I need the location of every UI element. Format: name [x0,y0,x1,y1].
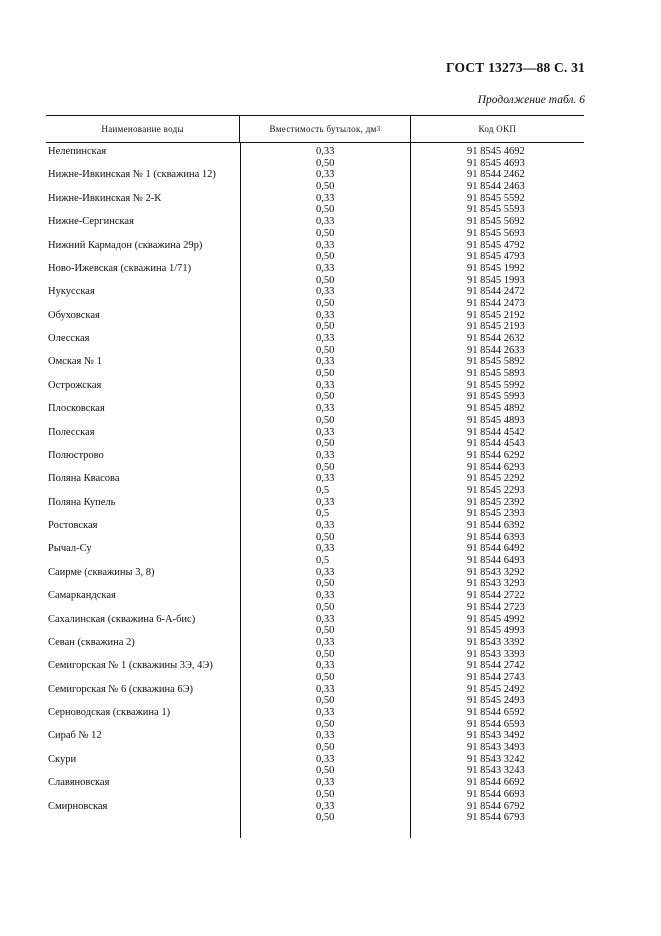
row-line [46,497,584,509]
row-line [46,473,584,485]
okp-code: 91 8544 4542 [467,426,525,438]
table-row [46,146,584,169]
okp-code: 91 8545 4692 [467,146,525,157]
bottle-volume: 0,50 [316,227,335,239]
bottle-volume: 0,33 [316,800,335,812]
okp-code: 91 8545 4693 [467,157,525,169]
bottle-volume: 0,33 [316,636,335,648]
bottle-volume: 0,33 [316,613,335,625]
okp-code: 91 8544 2462 [467,169,525,181]
bottle-volume: 0,33 [316,356,335,368]
row-line [46,275,584,287]
row-line [46,532,584,544]
table-row [46,356,584,379]
okp-code: 91 8544 6692 [467,777,525,789]
okp-code: 91 8544 2633 [467,344,525,356]
okp-code: 91 8545 5992 [467,379,525,391]
row-line [46,590,584,602]
okp-code: 91 8544 2742 [467,660,525,672]
row-line [46,438,584,450]
table-rows [46,143,584,824]
okp-code: 91 8545 2492 [467,683,525,695]
bottle-volume: 0,33 [316,309,335,321]
row-line [46,345,584,357]
bottle-volume: 0,50 [316,671,335,683]
okp-code: 91 8543 3293 [467,578,525,590]
row-line [46,578,584,590]
bottle-volume: 0,50 [316,321,335,333]
bottle-volume: 0,33 [316,379,335,391]
row-line [46,789,584,801]
table-row [46,497,584,520]
bottle-volume: 0,33 [316,403,335,415]
water-name: Скури [48,753,77,765]
bottle-volume: 0,50 [316,204,335,216]
bottle-volume: 0,33 [316,707,335,718]
bottle-volume: 0,50 [316,368,335,380]
row-line [46,216,584,228]
water-name: Славяновская [48,777,110,789]
okp-code: 91 8543 3393 [467,648,525,660]
row-line [46,730,584,742]
row-line [46,567,584,579]
row-line [46,286,584,298]
water-name: Поляна Купель [48,496,116,508]
bottle-volume: 0,50 [316,297,335,309]
bottle-volume: 0,50 [316,414,335,426]
bottle-volume: 0,33 [316,449,335,461]
okp-code: 91 8544 2722 [467,590,525,602]
bottle-volume: 0,33 [316,543,335,555]
water-name: Семигорская № 1 (скважины 3Э, 4Э) [48,660,213,672]
row-line [46,368,584,380]
bottle-volume: 0,33 [316,496,335,508]
okp-code: 91 8544 6693 [467,788,525,800]
row-line [46,614,584,626]
row-line [46,462,584,474]
row-line [46,543,584,555]
bottle-volume: 0,33 [316,239,335,251]
column-header-code: Код ОКП [410,116,584,142]
bottle-volume: 0,33 [316,473,335,485]
water-name: Острожская [48,379,102,391]
okp-code: 91 8544 6292 [467,449,525,461]
okp-code: 91 8544 6593 [467,718,525,730]
water-table [46,115,584,838]
row-line [46,695,584,707]
okp-code: 91 8544 2473 [467,297,525,309]
table-row [46,684,584,707]
water-name: Нижне-Ивкинская № 2-К [48,192,162,204]
table-row [46,801,584,824]
water-name: Саирме (скважины 3, 8) [48,566,155,578]
bottle-volume: 0,50 [316,157,335,169]
okp-code: 91 8544 6592 [467,707,525,718]
okp-code: 91 8545 1992 [467,262,525,274]
row-line [46,240,584,252]
bottle-volume: 0,50 [316,765,335,777]
okp-code: 91 8543 3493 [467,742,525,754]
okp-code: 91 8544 4543 [467,438,525,450]
row-line [46,707,584,719]
table-row [46,660,584,683]
okp-code: 91 8545 2493 [467,695,525,707]
okp-code: 91 8543 3392 [467,636,525,648]
bottle-volume: 0,33 [316,169,335,181]
okp-code: 91 8545 4992 [467,613,525,625]
column-header-volume [239,116,409,142]
okp-code: 91 8544 2743 [467,671,525,683]
table-header [46,115,584,143]
column-header-volume-text: Вместимость бутылок, дм [269,124,377,134]
okp-code: 91 8545 5692 [467,216,525,228]
bottle-volume: 0,50 [316,391,335,403]
water-name: Нелепинская [48,146,107,157]
bottle-volume: 0,50 [316,531,335,543]
water-name: Олесская [48,333,90,344]
water-name: Ростовская [48,520,98,531]
row-line [46,158,584,170]
okp-code: 91 8544 6792 [467,800,525,812]
okp-code: 91 8543 3243 [467,765,525,777]
okp-code: 91 8545 4893 [467,414,525,426]
okp-code: 91 8545 4792 [467,239,525,251]
row-line [46,298,584,310]
okp-code: 91 8544 6293 [467,461,525,473]
okp-code: 91 8544 2632 [467,333,525,344]
okp-code: 91 8545 2192 [467,309,525,321]
bottle-volume: 0,50 [316,344,335,356]
bottle-volume: 0,5 [316,484,330,496]
row-line [46,263,584,275]
okp-code: 91 8544 6793 [467,812,525,824]
table-continuation-label: Продолжение табл. 6 [477,94,585,106]
water-name: Полюстрово [48,449,104,461]
row-line [46,391,584,403]
table-row [46,333,584,356]
okp-code: 91 8545 4892 [467,403,525,415]
row-line [46,777,584,789]
row-line [46,602,584,614]
row-line [46,637,584,649]
table-row [46,286,584,309]
bottle-volume: 0,50 [316,695,335,707]
water-name: Ново-Ижевская (скважина 1/71) [48,262,192,274]
bottle-volume: 0,5 [316,555,330,567]
table-row [46,263,584,286]
row-line [46,146,584,158]
bottle-volume: 0,50 [316,648,335,660]
bottle-volume: 0,50 [316,788,335,800]
table-row [46,543,584,566]
bottle-volume: 0,50 [316,461,335,473]
water-name: Серноводская (скважина 1) [48,707,171,718]
okp-code: 91 8545 5892 [467,356,525,368]
table-row [46,473,584,496]
water-name: Сахалинская (скважина 6-А-бис) [48,613,196,625]
bottle-volume: 0,50 [316,251,335,263]
row-line [46,812,584,824]
row-line [46,719,584,731]
table-body [46,143,584,838]
row-line [46,251,584,263]
bottle-volume: 0,33 [316,146,335,157]
bottle-volume: 0,33 [316,660,335,672]
okp-code: 91 8544 6392 [467,520,525,531]
water-name: Нукусская [48,286,95,298]
row-line [46,204,584,216]
row-line [46,508,584,520]
row-line [46,380,584,392]
okp-code: 91 8545 4793 [467,251,525,263]
row-line [46,742,584,754]
column-header-volume-sup: 3 [376,125,381,133]
okp-code: 91 8545 4993 [467,625,525,637]
table-row [46,707,584,730]
row-line [46,415,584,427]
bottle-volume: 0,5 [316,508,330,520]
table-row [46,169,584,192]
bottle-volume: 0,33 [316,333,335,344]
okp-code: 91 8544 2463 [467,181,525,193]
table-row [46,380,584,403]
table-row [46,567,584,590]
water-name: Рычал-Су [48,543,92,555]
okp-code: 91 8545 2292 [467,473,525,485]
water-name: Нижне-Ивкинская № 1 (скважина 12) [48,169,216,181]
bottle-volume: 0,33 [316,262,335,274]
row-line [46,181,584,193]
table-row [46,614,584,637]
water-name: Самаркандская [48,590,116,602]
table-row [46,637,584,660]
bottle-volume: 0,33 [316,426,335,438]
table-row [46,520,584,543]
okp-code: 91 8545 5993 [467,391,525,403]
bottle-volume: 0,33 [316,192,335,204]
okp-code: 91 8545 5592 [467,192,525,204]
water-name: Плосковская [48,403,105,415]
row-line [46,649,584,661]
bottle-volume: 0,50 [316,274,335,286]
okp-code: 91 8545 2193 [467,321,525,333]
row-line [46,310,584,322]
row-line [46,684,584,696]
row-line [46,450,584,462]
row-line [46,403,584,415]
okp-code: 91 8544 6493 [467,555,525,567]
bottle-volume: 0,33 [316,777,335,789]
okp-code: 91 8543 3242 [467,753,525,765]
bottle-volume: 0,33 [316,286,335,298]
okp-code: 91 8544 6393 [467,531,525,543]
bottle-volume: 0,33 [316,683,335,695]
table-row [46,193,584,216]
row-line [46,801,584,813]
document-reference: ГОСТ 13273—88 С. 31 [446,60,585,75]
bottle-volume: 0,33 [316,520,335,531]
row-line [46,672,584,684]
table-row [46,590,584,613]
row-line [46,485,584,497]
water-name: Полесская [48,426,95,438]
bottle-volume: 0,33 [316,216,335,228]
okp-code: 91 8545 5593 [467,204,525,216]
okp-code: 91 8545 2392 [467,496,525,508]
water-name: Нижне-Сергинская [48,216,134,228]
okp-code: 91 8544 2472 [467,286,525,298]
row-line [46,321,584,333]
water-name: Обуховская [48,309,100,321]
water-name: Смирновская [48,800,108,812]
bottle-volume: 0,33 [316,590,335,602]
row-line [46,660,584,672]
column-header-name: Наименование воды [101,124,184,134]
water-name: Семигорская № 6 (скважина 6Э) [48,683,194,695]
bottle-volume: 0,50 [316,718,335,730]
water-name: Поляна Квасова [48,473,120,485]
okp-code: 91 8545 2293 [467,484,525,496]
bottle-volume: 0,33 [316,753,335,765]
okp-code: 91 8543 3292 [467,566,525,578]
row-line [46,333,584,345]
okp-code: 91 8545 1993 [467,274,525,286]
okp-code: 91 8545 5693 [467,227,525,239]
bottle-volume: 0,50 [316,438,335,450]
bottle-volume: 0,50 [316,625,335,637]
okp-code: 91 8543 3492 [467,730,525,742]
bottle-volume: 0,50 [316,181,335,193]
okp-code: 91 8545 5893 [467,368,525,380]
row-line [46,193,584,205]
table-row [46,730,584,753]
table-row [46,310,584,333]
row-line [46,765,584,777]
bottle-volume: 0,50 [316,601,335,613]
row-line [46,520,584,532]
table-row [46,427,584,450]
table-row [46,450,584,473]
okp-code: 91 8544 6492 [467,543,525,555]
bottle-volume: 0,50 [316,812,335,824]
water-name: Омская № 1 [48,356,102,368]
water-name: Нижний Кармадон (скважина 29р) [48,239,203,251]
row-line [46,427,584,439]
bottle-volume: 0,33 [316,730,335,742]
row-line [46,228,584,240]
row-line [46,625,584,637]
table-row [46,754,584,777]
okp-code: 91 8544 2723 [467,601,525,613]
row-line [46,555,584,567]
table-row [46,240,584,263]
row-line [46,356,584,368]
bottle-volume: 0,50 [316,742,335,754]
okp-code: 91 8545 2393 [467,508,525,520]
water-name: Севан (скважина 2) [48,636,135,648]
water-name: Сираб № 12 [48,730,102,742]
table-row [46,777,584,800]
row-line [46,169,584,181]
row-line [46,754,584,766]
bottle-volume: 0,33 [316,566,335,578]
bottle-volume: 0,50 [316,578,335,590]
table-row [46,403,584,426]
table-row [46,216,584,239]
